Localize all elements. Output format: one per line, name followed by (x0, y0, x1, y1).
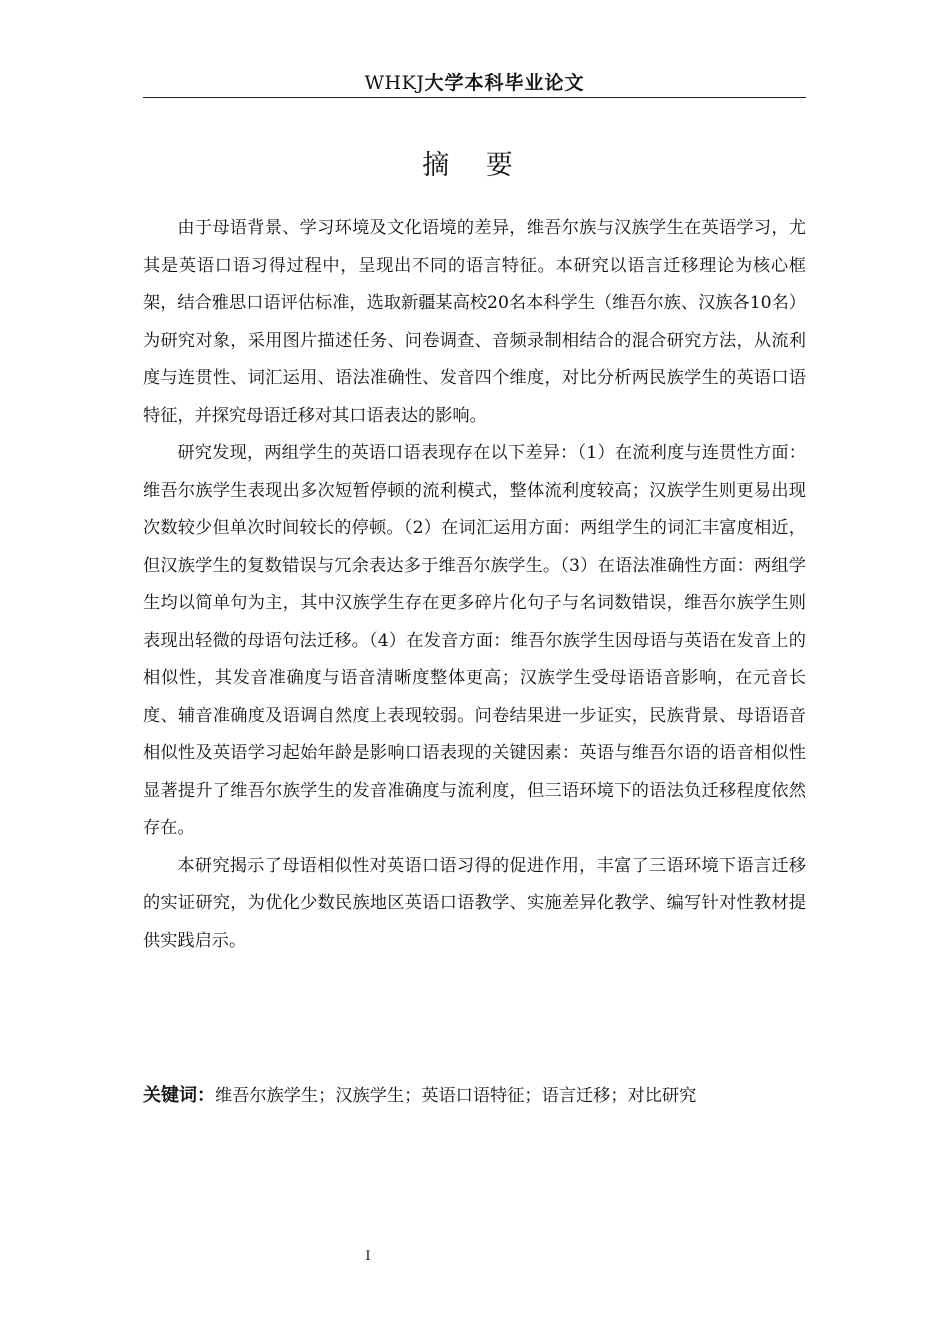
page-number: I (365, 1249, 371, 1264)
abstract-body (143, 210, 806, 960)
abstract-paragraph: 本研究揭示了母语相似性对英语口语习得的促进作用，丰富了三语环境下语言迁移的实证研究，为优化少数民族地区英语口语教学、实施差异化教学、编写针对性教材提供实践启示。 (143, 855, 806, 951)
keywords-label: 关键词： (143, 1085, 215, 1106)
header-cjk-text: 大学本科毕业论文 (424, 72, 585, 94)
page-header (143, 70, 806, 98)
keywords-line (143, 1078, 806, 1114)
header-latin-text: WHKJ (364, 72, 425, 94)
abstract-paragraph: 研究发现，两组学生的英语口语表现存在以下差异：（1）在流利度与连贯性方面：维吾尔族学生表现出多次短暂停顿的流利模式，整体流利度较高；汉族学生则更易出现次数较少但单次时间较长的停顿。（2）在词汇运用方面：两组学生的词汇丰富度相近，但汉族学生的复数错误与冗余表达多于维吾尔族学生。（3）在语法准确性方面：两组学生均以简单句为主，其中汉族学生存在更多碎片化句子与名词数错误，维吾尔族学生则表现出轻微的母语句法迁移。（4）在发音方面：维吾尔族学生因母语与英语在发音上的相似性，其发音准确度与语音清晰度整体更高；汉族学生受母语语音影响，在元音长度、辅音准确度及语调自然度上表现较弱。问卷结果进一步证实，民族背景、母语语音相似性及英语学习起始年龄是影响口语表现的关键因素：英语与维吾尔语的语音相似性显著提升了维吾尔族学生的发音准确度与流利度，但三语环境下的语法负迁移程度依然存在。 (143, 443, 806, 838)
abstract-paragraph: 由于母语背景、学习环境及文化语境的差异，维吾尔族与汉族学生在英语学习，尤其是英语口语习得过程中，呈现出不同的语言特征。本研究以语言迁移理论为核心框架，结合雅思口语评估标准，选取新疆某高校20名本科学生（维吾尔族、汉族各10名）为研究对象，采用图片描述任务、问卷调查、音频录制相结合的混合研究方法，从流利度与连贯性、词汇运用、语法准确性、发音四个维度，对比分析两民族学生的英语口语特征，并探究母语迁移对其口语表达的影响。 (143, 218, 806, 426)
abstract-title: 摘 要 (422, 150, 527, 181)
keywords-text: 维吾尔族学生；汉族学生；英语口语特征；语言迁移；对比研究 (215, 1086, 697, 1106)
